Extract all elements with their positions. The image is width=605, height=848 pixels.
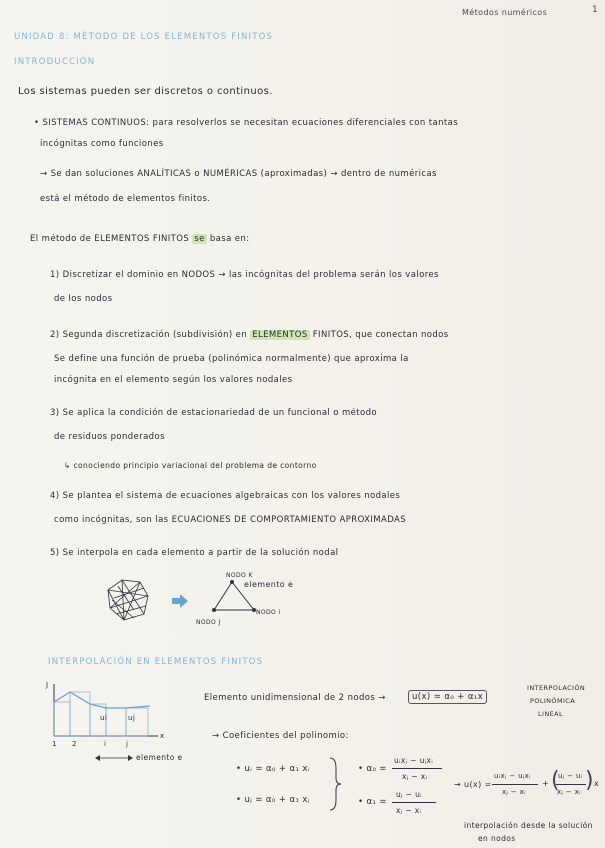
- graph-node-j: j: [126, 740, 129, 748]
- equation-ui: • uᵢ = α₀ + α₁ xᵢ: [236, 764, 310, 774]
- step-3-line-a: 3) Se aplica la condición de estacionariedad de un funcional o método: [50, 408, 378, 418]
- continuous-line-2: incógnitas como funciones: [40, 139, 164, 149]
- coefficients-line: → Coeficientes del polinomio:: [212, 731, 349, 741]
- bar-4: [106, 708, 126, 736]
- ux-plus: +: [542, 779, 550, 788]
- step-3-line-c: ↳ conociendo principio variacional del problema de contorno: [64, 461, 317, 470]
- solutions-line-1: → Se dan soluciones ANALÍTICAS o NUMÉRICAS (aproximadas) → dentro de numéricas: [40, 169, 437, 179]
- alpha0-numerator: uᵢxⱼ − uⱼxᵢ: [394, 756, 434, 765]
- method-intro-pre: El método de ELEMENTOS FINITOS: [30, 234, 190, 244]
- alpha0-label: • α₀ =: [358, 764, 387, 774]
- step-2-post: FINITOS, que conectan nodos: [312, 330, 449, 340]
- intro-line: Los sistemas pueden ser discretos o continuos.: [18, 86, 273, 97]
- step-1-line-b: de los nodos: [54, 294, 113, 304]
- step-2-line-b: Se define una función de prueba (polinómica normalmente) que aproxima la: [54, 354, 409, 364]
- ux-denominator-1: xⱼ − xᵢ: [502, 788, 526, 796]
- step-1-line-a: 1) Discretizar el dominio en NODOS → las incógnitas del problema serán los valores: [50, 270, 439, 280]
- ux-x: x: [594, 779, 600, 788]
- paren-close-icon: ): [585, 768, 594, 793]
- ux-fraction-bar-2: [556, 784, 586, 785]
- step-2-line-c: incógnita en el elemento según los valores nodales: [54, 375, 293, 385]
- graph-x-label: x: [160, 732, 165, 740]
- step-2-highlight: ELEMENTOS: [252, 330, 308, 340]
- interp-type-1: INTERPOLACIÓN: [527, 684, 586, 692]
- header-subject: Métodos numéricos: [462, 8, 548, 17]
- step-2-pre: 2) Segunda discretización (subdivisión) en: [50, 330, 248, 340]
- ux-denominator-2: xⱼ − xᵢ: [557, 788, 581, 796]
- graph-node-2: 2: [72, 740, 77, 748]
- alpha0-denominator: xⱼ − xᵢ: [402, 772, 428, 781]
- span-arrow-left-icon: [95, 755, 100, 761]
- section-introduction: INTRODUCCIÓN: [14, 57, 96, 67]
- bar-1: [54, 702, 70, 736]
- mesh-icon: [108, 580, 148, 620]
- ux-numerator-2: uⱼ − uᵢ: [558, 772, 583, 780]
- method-intro-post: basa en:: [209, 234, 250, 244]
- graph-node-i: i: [104, 740, 107, 748]
- continuous-line-1: • SISTEMAS CONTINUOS: para resolverlos se necesitan ecuaciones diferenciales con tantas: [34, 118, 459, 128]
- graph-ui-label: ui: [100, 714, 108, 722]
- alpha1-fraction-bar: [392, 802, 436, 803]
- step-4-line-a: 4) Se plantea el sistema de ecuaciones algebraicas con los valores nodales: [50, 491, 401, 501]
- node-j-label: NODO J: [196, 619, 221, 626]
- arrow-icon: [172, 594, 188, 608]
- linear-formula-box: u(x) = α₀ + α₁x: [408, 690, 487, 704]
- alpha1-label: • α₁ =: [358, 797, 387, 807]
- unit-title: UNIDAD 8: MÉTODO DE LOS ELEMENTOS FINITOS: [14, 32, 274, 42]
- equation-uj: • uⱼ = α₀ + α₁ xⱼ: [236, 795, 310, 805]
- ux-numerator-1: uᵢxⱼ − uⱼxᵢ: [494, 772, 531, 780]
- interp-line-1: Elemento unidimensional de 2 nodos →: [204, 693, 386, 703]
- graph-element-label: elemento e: [136, 753, 183, 762]
- interp-note-2: en nodos: [478, 834, 516, 843]
- approx-curve: [54, 692, 150, 708]
- node-i-label: NODO i: [256, 609, 281, 616]
- interp-type-3: LINEAL: [538, 710, 563, 718]
- right-brace-icon: [328, 756, 342, 812]
- interp-type-2: POLINÓMICA: [530, 697, 576, 705]
- graph-y-label: J: [46, 681, 49, 689]
- section-interpolation: INTERPOLACIÓN EN ELEMENTOS FINITOS: [48, 657, 264, 667]
- solutions-line-2: está el método de elementos finitos.: [40, 194, 211, 204]
- step-5-line-a: 5) Se interpola en cada elemento a partir de la solución nodal: [50, 548, 339, 558]
- step-4-line-b: como incógnitas, son las ECUACIONES DE COMPORTAMIENTO APROXIMADAS: [54, 515, 407, 525]
- method-intro-highlight: se: [194, 234, 205, 244]
- step-3-line-b: de residuos ponderados: [54, 432, 165, 442]
- element-e-label: elemento e: [244, 580, 294, 589]
- node-k-label: NODO K: [226, 572, 253, 579]
- step-2-line-a: [50, 330, 449, 340]
- ux-label: → u(x) =: [454, 780, 492, 789]
- span-arrow-right-icon: [128, 755, 133, 761]
- interp-note-1: interpolación desde la solución: [464, 821, 593, 830]
- alpha1-denominator: xⱼ − xᵢ: [396, 806, 422, 815]
- bar-5: [126, 708, 148, 736]
- alpha1-numerator: uⱼ − uᵢ: [396, 790, 423, 799]
- graph-uj-label: uj: [128, 714, 136, 722]
- paren-open-icon: (: [551, 768, 560, 793]
- alpha0-fraction-bar: [392, 768, 442, 769]
- ux-fraction-bar-1: [492, 784, 538, 785]
- method-intro: [30, 234, 249, 244]
- page-number: 1: [592, 5, 599, 15]
- graph-node-1: 1: [52, 740, 57, 748]
